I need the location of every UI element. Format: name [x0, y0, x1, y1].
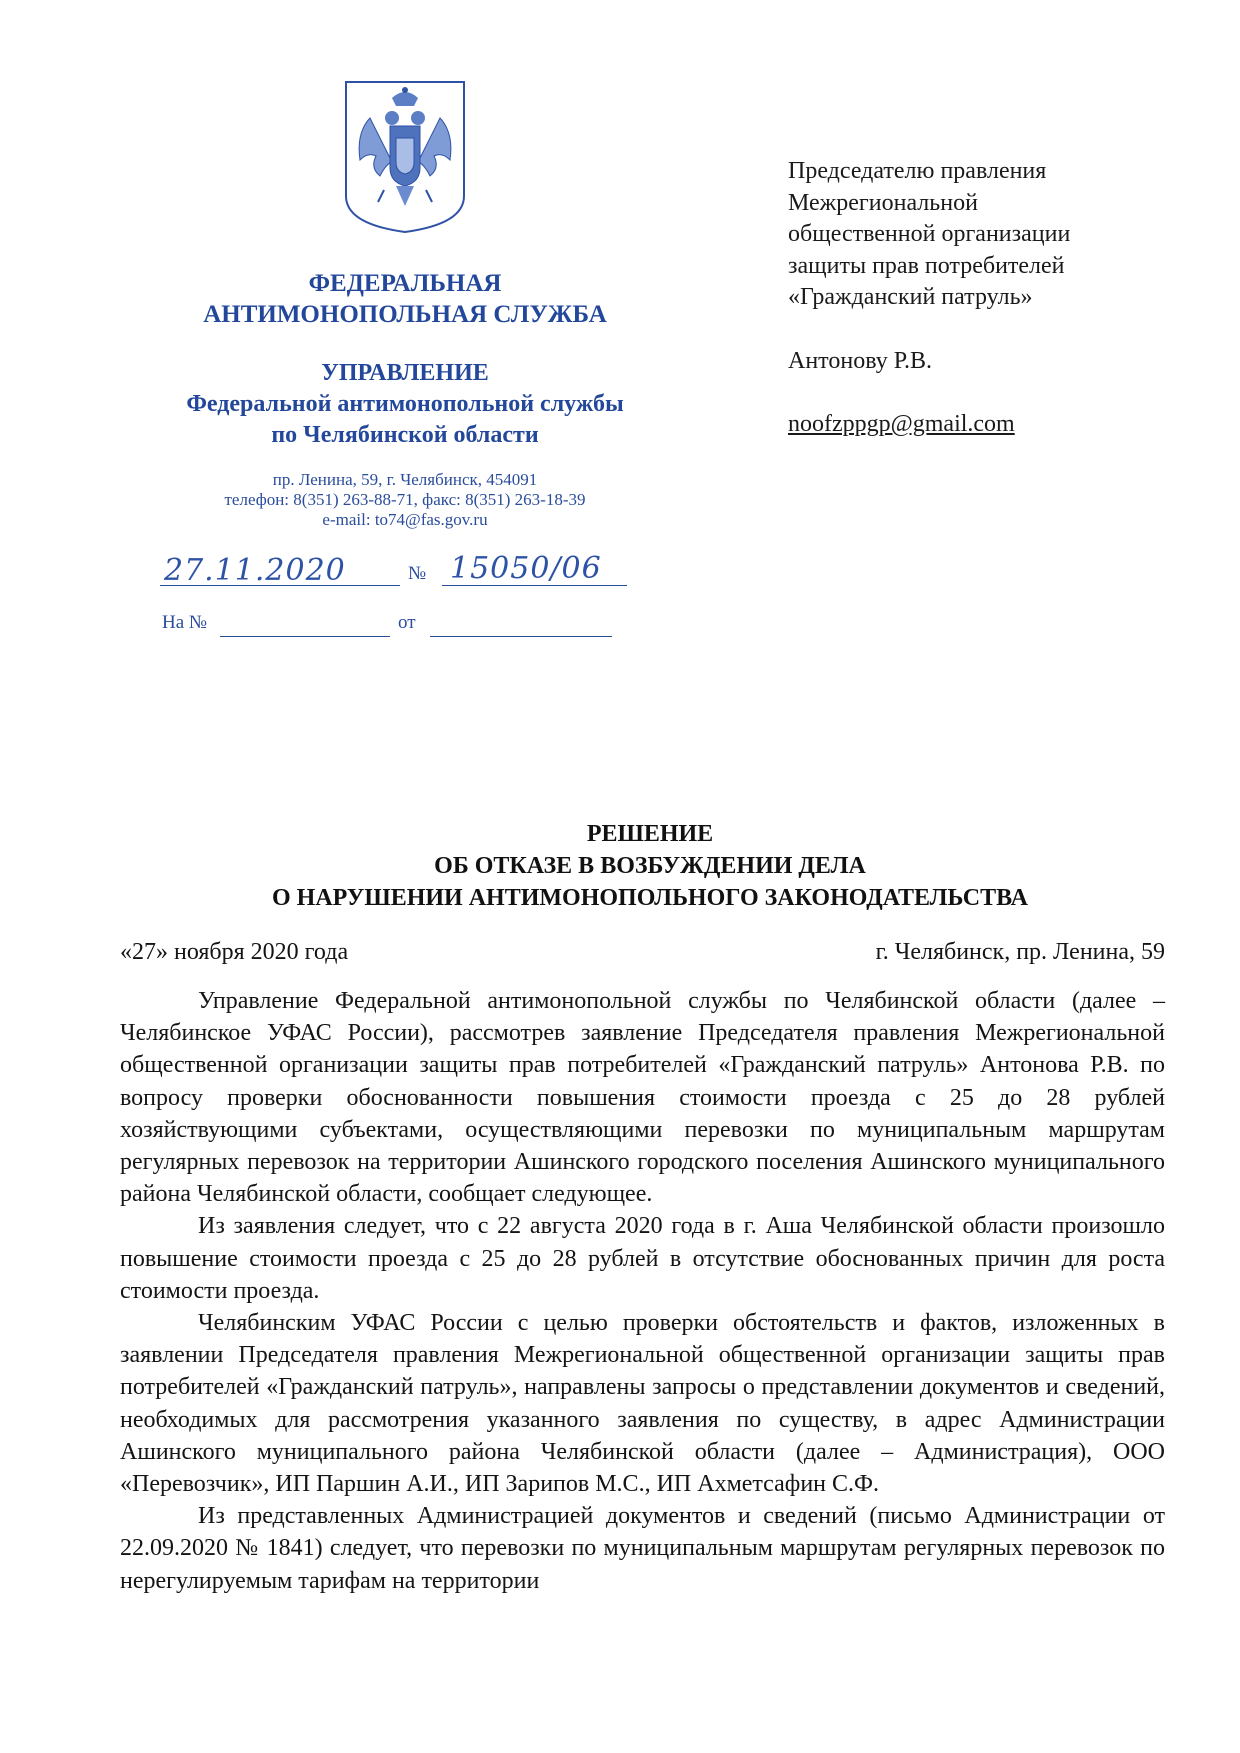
contact-info — [150, 470, 660, 530]
registration-line — [160, 551, 630, 589]
addressee-name: Антонову Р.В. — [788, 347, 933, 374]
email-line: e-mail: to74@fas.gov.ru — [322, 510, 488, 529]
decision-title: РЕШЕНИЕ ОБ ОТКАЗЕ В ВОЗБУЖДЕНИИ ДЕЛА О НАРУШЕНИИ АНТИМОНОПОЛЬНОГО ЗАКОНОДАТЕЛЬСТВА — [272, 821, 1028, 911]
phone-line: телефон: 8(351) 263-88-71, факс: 8(351) 263-18-39 — [224, 490, 586, 509]
handwritten-number: 15050/06 — [450, 551, 602, 586]
agency-name: ФЕДЕРАЛЬНАЯ АНТИМОНОПОЛЬНАЯ СЛУЖБА — [203, 270, 607, 328]
address-line: пр. Ленина, 59, г. Челябинск, 454091 — [272, 470, 538, 489]
coat-of-arms-emblem — [340, 78, 470, 236]
document-body — [120, 985, 1165, 1597]
decision-place: г. Челябинск, пр. Ленина, 59 — [875, 939, 1165, 965]
date-place-line — [120, 936, 1165, 968]
paragraph: Из представленных Администрацией документов и сведений (письмо Администрации от 22.09.2020 № 1841) следует, что перевозки по муниципальным маршрутам регулярных перевозок по нерегулируемым тарифам на территории — [120, 1503, 1165, 1594]
number-label: № — [408, 563, 427, 584]
addressee-email[interactable]: noofzppgp@gmail.com — [788, 411, 1015, 437]
paragraph: Челябинским УФАС России с целью проверки обстоятельств и фактов, изложенных в заявлении Председателя правления Межрегиональной общественной организации защиты прав потребителей «Гражданский патруль», направлены запросы о представлении документов и сведений, необходимых для рассмотрения указанного заявления по существу, в адрес Администрации Ашинского муниципального района Челябинской области (далее – Администрация), ООО «Перевозчик», ИП Паршин А.И., ИП Зарипов М.С., ИП Ахметсафин С.Ф. — [120, 1310, 1165, 1498]
decision-date: «27» ноября 2020 года — [120, 939, 349, 965]
handwritten-date: 27.11.2020 — [164, 553, 346, 588]
department-name: УПРАВЛЕНИЕ Федеральной антимонопольной службы по Челябинской области — [186, 360, 624, 448]
paragraph: Из заявления следует, что с 22 августа 2020 года в г. Аша Челябинской области произошло повышение стоимости проезда с 25 до 28 рублей в отсутствие обоснованных причин для роста стоимости проезда. — [120, 1213, 1165, 1304]
paragraph: Управление Федеральной антимонопольной службы по Челябинской области (далее – Челябинское УФАС России), рассмотрев заявление Председателя правления Межрегиональной общественной организации защиты прав потребителей «Гражданский патруль» Антонова Р.В. по вопросу проверки обоснованности повышения стоимости проезда с 25 до 28 рублей хозяйствующими субъектами, осуществляющими перевозки по муниципальным маршрутам регулярных перевозок на территории Ашинского городского поселения Ашинского муниципального района Челябинской области, сообщает следующее. — [120, 988, 1165, 1208]
reference-line: На № от — [162, 610, 622, 640]
addressee-block: Председателю правления Межрегиональной общественной организации защиты прав потребителей «Гражданский патруль» Антонову Р.В. noofzppgp@gmail.com — [788, 156, 1070, 441]
